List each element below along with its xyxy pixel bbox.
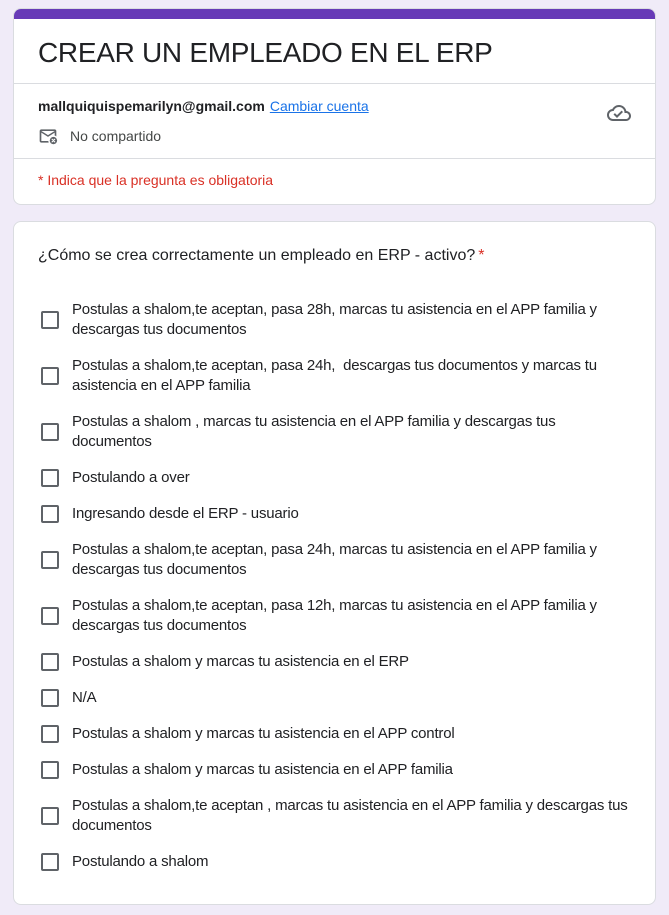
checkbox-icon[interactable] xyxy=(41,311,59,329)
option-label: Ingresando desde el ERP - usuario xyxy=(72,505,299,522)
shared-status: No compartido xyxy=(70,128,162,144)
option-label: N/A xyxy=(72,689,97,706)
account-block xyxy=(14,84,655,158)
checkbox-option[interactable] xyxy=(41,348,631,404)
shared-status-row xyxy=(38,126,631,146)
form-header-card xyxy=(13,8,656,205)
option-label: Postulas a shalom , marcas tu asistencia en el APP familia y descargas tus documentos xyxy=(72,413,560,450)
checkbox-option[interactable] xyxy=(41,716,631,752)
form-title: CREAR UN EMPLEADO EN EL ERP xyxy=(38,37,493,68)
option-label: Postulando a over xyxy=(72,469,190,486)
required-note: * Indica que la pregunta es obligatoria xyxy=(38,172,274,188)
switch-account-link[interactable]: Cambiar cuenta xyxy=(269,98,369,114)
option-label: Postulas a shalom y marcas tu asistencia en el APP control xyxy=(72,725,455,742)
checkbox-icon[interactable] xyxy=(41,653,59,671)
checkbox-option[interactable] xyxy=(41,404,631,460)
checkbox-option[interactable] xyxy=(41,588,631,644)
form-page xyxy=(13,0,656,915)
checkbox-option[interactable] xyxy=(41,292,631,348)
checkbox-option[interactable] xyxy=(41,496,631,532)
checkbox-icon[interactable] xyxy=(41,505,59,523)
checkbox-icon[interactable] xyxy=(41,423,59,441)
checkbox-icon[interactable] xyxy=(41,807,59,825)
checkbox-icon[interactable] xyxy=(41,853,59,871)
option-label: Postulas a shalom,te aceptan , marcas tu asistencia en el APP familia y descargas tus documentos xyxy=(72,797,632,834)
mail-off-icon xyxy=(38,126,58,146)
title-block xyxy=(14,19,655,83)
cloud-done-icon[interactable] xyxy=(607,101,631,125)
checkbox-option[interactable] xyxy=(41,788,631,844)
checkbox-icon[interactable] xyxy=(41,761,59,779)
checkbox-option[interactable] xyxy=(41,680,631,716)
question-title xyxy=(38,244,631,268)
option-label: Postulas a shalom y marcas tu asistencia en el APP familia xyxy=(72,761,453,778)
checkbox-icon[interactable] xyxy=(41,689,59,707)
checkbox-icon[interactable] xyxy=(41,367,59,385)
checkbox-icon[interactable] xyxy=(41,725,59,743)
option-label: Postulando a shalom xyxy=(72,853,209,870)
theme-accent-bar xyxy=(14,9,655,19)
checkbox-option[interactable] xyxy=(41,460,631,496)
account-row xyxy=(38,96,631,116)
required-asterisk: * xyxy=(478,247,485,264)
checkbox-option[interactable] xyxy=(41,752,631,788)
option-label: Postulas a shalom,te aceptan, pasa 28h, marcas tu asistencia en el APP familia y descargas tus documentos xyxy=(72,301,601,338)
checkbox-option[interactable] xyxy=(41,644,631,680)
checkbox-icon[interactable] xyxy=(41,551,59,569)
option-label: Postulas a shalom,te aceptan, pasa 24h, descargas tus documentos y marcas tu asistencia en el APP familia xyxy=(72,357,601,394)
option-label: Postulas a shalom,te aceptan, pasa 12h, marcas tu asistencia en el APP familia y descargas tus documentos xyxy=(72,597,601,634)
checkbox-icon[interactable] xyxy=(41,607,59,625)
options-list xyxy=(41,292,631,880)
option-label: Postulas a shalom,te aceptan, pasa 24h, marcas tu asistencia en el APP familia y descargas tus documentos xyxy=(72,541,601,578)
account-email: mallquiquispemarilyn@gmail.com xyxy=(38,98,265,114)
question-text: ¿Cómo se crea correctamente un empleado en ERP - activo? xyxy=(38,247,476,264)
checkbox-option[interactable] xyxy=(41,532,631,588)
option-label: Postulas a shalom y marcas tu asistencia en el ERP xyxy=(72,653,409,670)
checkbox-icon[interactable] xyxy=(41,469,59,487)
question-card xyxy=(13,221,656,905)
required-block xyxy=(14,159,655,204)
checkbox-option[interactable] xyxy=(41,844,631,880)
